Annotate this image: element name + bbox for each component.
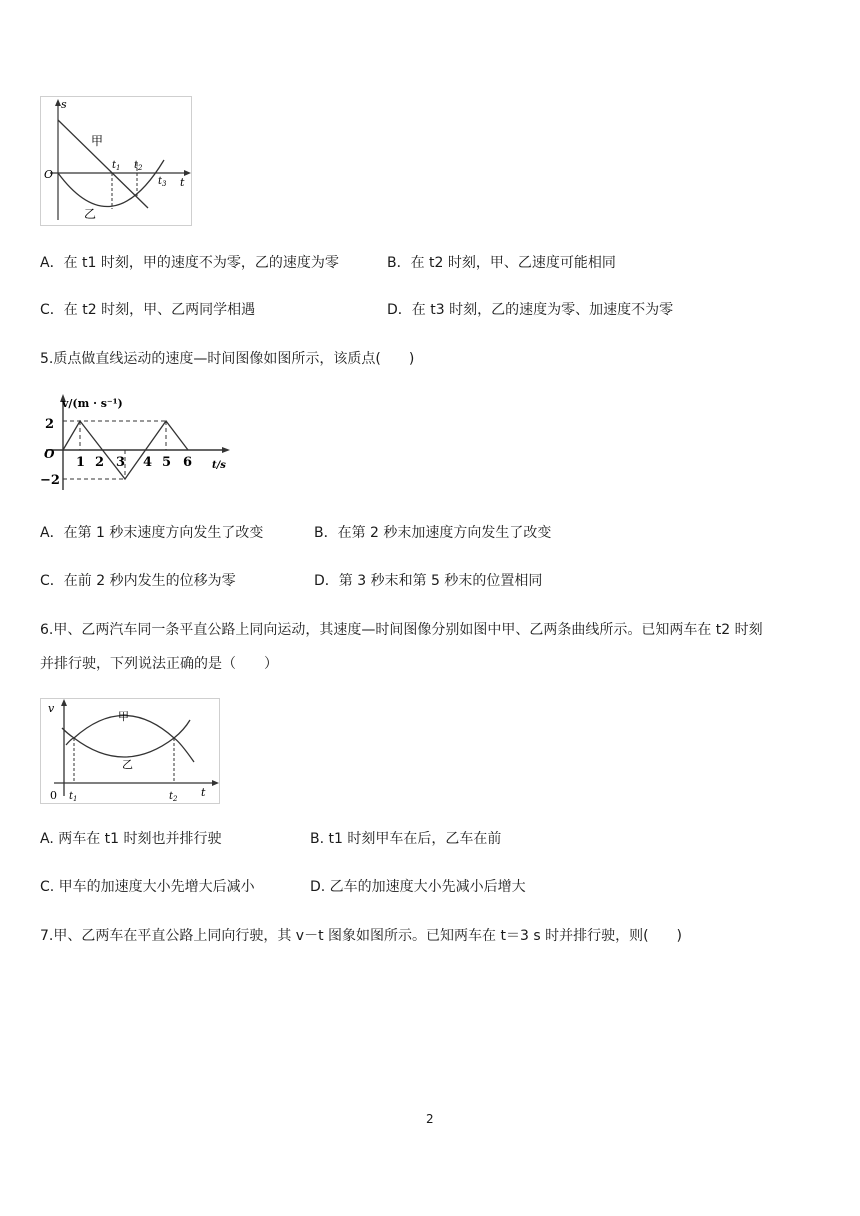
q4-option-d: D．在 t3 时刻，乙的速度为零、加速度不为零 xyxy=(387,302,674,318)
q6-option-c: C. 甲车的加速度大小先增大后减小 xyxy=(40,879,255,895)
q5-xlabel: t/s xyxy=(212,460,226,471)
q5-option-b: B．在第 2 秒末加速度方向发生了改变 xyxy=(314,525,552,541)
q4-t2-label: $t_2$ xyxy=(134,160,143,172)
q6-stem-line2: 并排行驶，下列说法正确的是（ ） xyxy=(40,656,278,672)
q4-curve-yi xyxy=(58,160,164,207)
q4-graph xyxy=(40,96,192,226)
q4-jia-label: 甲 xyxy=(91,134,104,148)
q6-t-label: t xyxy=(201,786,206,799)
q6-option-d: D. 乙车的加速度大小先减小后增大 xyxy=(310,879,526,895)
q5-option-d: D．第 3 秒末和第 5 秒末的位置相同 xyxy=(314,573,543,589)
q5-xtick-4: 4 xyxy=(143,455,153,470)
q6-v-label: v xyxy=(48,702,55,715)
q4-t1-label: $t_1$ xyxy=(112,160,121,172)
q4-option-a: A．在 t1 时刻，甲的速度不为零，乙的速度为零 xyxy=(40,255,339,271)
q4-figure xyxy=(40,96,192,226)
q5-xtick-5: 5 xyxy=(162,455,172,470)
q6-option-b: B. t1 时刻甲车在后，乙车在前 xyxy=(310,831,502,847)
q4-yi-label: 乙 xyxy=(84,207,97,221)
q6-t1-label: $t_1$ xyxy=(69,791,78,803)
q6-curve-jia xyxy=(66,716,194,763)
q6-t2-label: $t_2$ xyxy=(169,791,178,803)
q4-t3-label: $t_3$ xyxy=(158,176,167,188)
q6-stem-line1: 6.甲、乙两汽车同一条平直公路上同向运动，其速度—时间图像分别如图中甲、乙两条曲线所示。已知两车在 t2 时刻 xyxy=(40,622,763,638)
q6-figure xyxy=(40,698,220,804)
q5-stem: 5.质点做直线运动的速度—时间图像如图所示，该质点( ) xyxy=(40,351,415,367)
q5-origin: O xyxy=(44,447,55,461)
q4-option-c: C．在 t2 时刻，甲、乙两同学相遇 xyxy=(40,302,256,318)
q6-origin: 0 xyxy=(50,789,57,802)
q6-option-a: A. 两车在 t1 时刻也并排行驶 xyxy=(40,831,222,847)
q5-ytick-2: 2 xyxy=(45,417,55,432)
q5-xtick-2: 2 xyxy=(95,455,105,470)
q5-xtick-6: 6 xyxy=(183,455,193,470)
q6-curve-yi xyxy=(62,720,190,757)
q5-option-c: C．在前 2 秒内发生的位移为零 xyxy=(40,573,236,589)
q5-xtick-1: 1 xyxy=(76,455,86,470)
q4-s-label: s xyxy=(61,98,67,111)
q7-stem: 7.甲、乙两车在平直公路上同向行驶，其 v－t 图象如图所示。已知两车在 t＝3 s 时并排行驶，则( ) xyxy=(40,928,682,944)
page-number: 2 xyxy=(426,1112,434,1126)
q4-origin-label: O xyxy=(44,168,54,181)
q5-figure xyxy=(40,390,230,494)
q6-yi-label: 乙 xyxy=(122,758,133,771)
q5-option-a: A．在第 1 秒末速度方向发生了改变 xyxy=(40,525,264,541)
q5-xtick-3: 3 xyxy=(116,455,126,470)
q6-graph xyxy=(40,698,220,804)
q5-ytick-neg2: −2 xyxy=(40,473,60,488)
q4-t-label: t xyxy=(180,176,185,189)
q4-option-b: B．在 t2 时刻，甲、乙速度可能相同 xyxy=(387,255,616,271)
q5-ylabel: v/(m · s⁻¹) xyxy=(62,397,123,410)
q6-jia-label: 甲 xyxy=(118,710,129,723)
q5-graph xyxy=(40,390,230,494)
